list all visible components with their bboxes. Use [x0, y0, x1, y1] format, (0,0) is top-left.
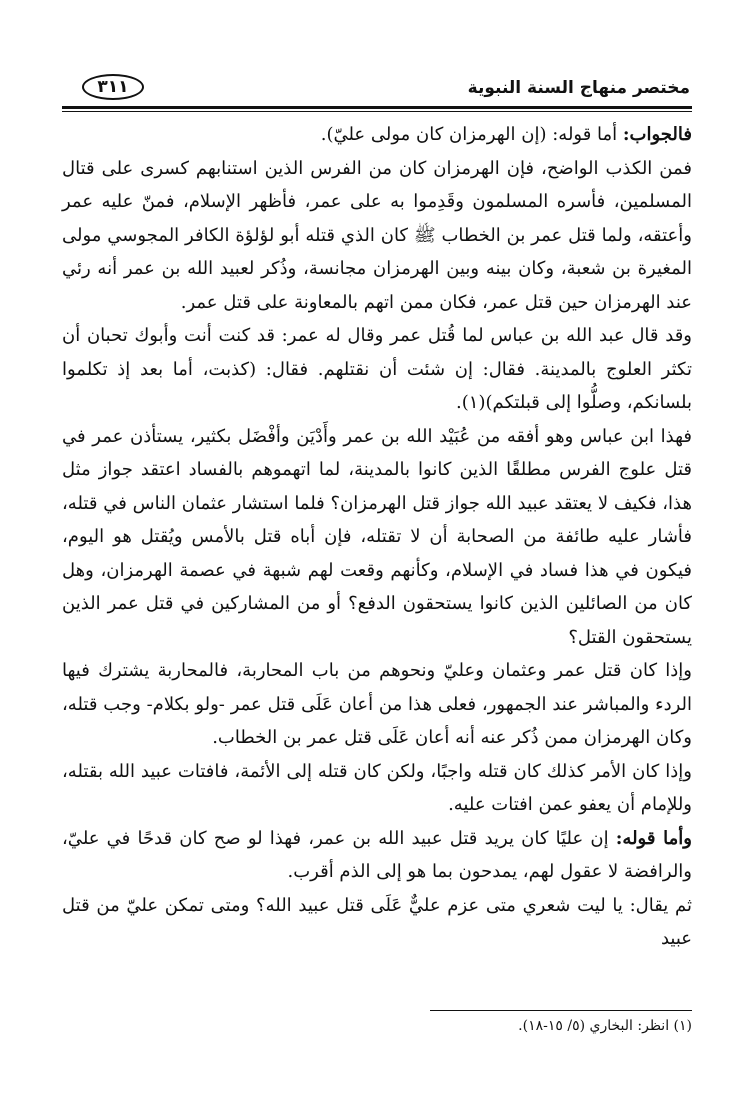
paragraph-text: إن عليًا كان يريد قتل عبيد الله بن عمر، فهذا لو صح كان قدحًا في عليّ، والرافضة لا عقول لهم، يمدحون بما هو إلى الذم أقرب. — [62, 827, 692, 882]
paragraph-text: فهذا ابن عباس وهو أفقه من عُبَيْد الله بن عمر وأَدْيَن وأفْضَل بكثير، يستأذن عمر في قتل علوج الفرس مطلقًا الذين كانوا بالمدينة، لما اتهموهم بالفساد اعتقد جواز مثل هذا، فكيف لا يعتقد عبيد الله جواز قتل الهرمزان؟ فلما استشار عثمان الناس في قتله، فأشار عليه طائفة من الصحابة أن لا تقتله، فإن أباه قتل بالأمس ويُقتل هو اليوم، فيكون في هذا فساد في الإسلام، وكأنهم وقعت لهم شبهة في عصمة الهرمزان، وهل كان من الصائلين الذين كانوا يستحقون الدفع؟ أو من المشاركين في قتل عمر الذين يستحقون القتل؟ — [62, 425, 692, 648]
paragraph-text: وقد قال عبد الله بن عباس لما قُتل عمر وقال له عمر: قد كنت أنت وأبوك تحبان أن تكثر العلوج بالمدينة. فقال: إن شئت أن نقتلهم. فقال: (كذبت، أما بعد إذ تكلموا بلسانكم، وصلُّوا إلى قبلتكم)(١). — [62, 325, 692, 413]
paragraph-text: ثم يقال: يا ليت شعري متى عزم عليٌّ عَلَى قتل عبيد الله؟ ومتى تمكن عليّ من قتل عبيد — [62, 894, 692, 949]
paragraph-text: وإذا كان قتل عمر وعثمان وعليّ ونحوهم من باب المحاربة، فالمحاربة يشترك فيها الردء والمباشر عند الجمهور، فعلى هذا من أعان عَلَى قتل عمر -ولو بكلام- وجب قتله، وكان الهرمزان ممن ذُكر عنه أنه أعان عَلَى قتل عمر بن الخطاب. — [62, 660, 692, 748]
page-header — [60, 72, 690, 106]
paragraph — [62, 319, 692, 420]
paragraph — [62, 755, 692, 822]
footnote: (١) انظر: البخاري (٥/ ١٥-١٨). — [518, 1018, 692, 1034]
paragraph — [62, 118, 692, 152]
page-number: ٣١١ — [82, 74, 144, 100]
header-rule-thick — [62, 106, 692, 109]
header-rule-thin — [62, 111, 692, 112]
paragraph-lead: فالجواب: — [622, 124, 692, 145]
paragraph — [62, 889, 692, 956]
paragraph — [62, 152, 692, 320]
paragraph-text: وإذا كان الأمر كذلك كان قتله واجبًا، ولكن كان قتله إلى الأئمة، فافتات عبيد الله بقتله، وللإمام أن يعفو عمن افتات عليه. — [62, 760, 692, 815]
paragraph — [62, 822, 692, 889]
paragraph — [62, 420, 692, 655]
main-text — [62, 118, 692, 956]
paragraph — [62, 654, 692, 755]
footnote-rule — [430, 1010, 692, 1011]
paragraph-text: أما قوله: (إن الهرمزان كان مولى عليّ). — [320, 124, 623, 145]
running-title: مختصر منهاج السنة النبوية — [467, 78, 690, 98]
paragraph-text: فمن الكذب الواضح، فإن الهرمزان كان من الفرس الذين استنابهم كسرى على قتال المسلمين، فأسره المسلمون وقَدِموا به على عمر، فأظهر الإسلام، فمنّ عليه عمر وأعتقه، ولما قتل عمر بن الخطاب ﷺ كان الذي قتله أبو لؤلؤة الكافر المجوسي مولى المغيرة بن شعبة، وكان بينه وبين الهرمزان مجانسة، وذُكر لعبيد الله بن عمر أنه رئي عند الهرمزان حين قتل عمر، فكان ممن اتهم بالمعاونة على قتل عمر. — [62, 157, 692, 313]
paragraph-lead: وأما قوله: — [615, 827, 693, 849]
